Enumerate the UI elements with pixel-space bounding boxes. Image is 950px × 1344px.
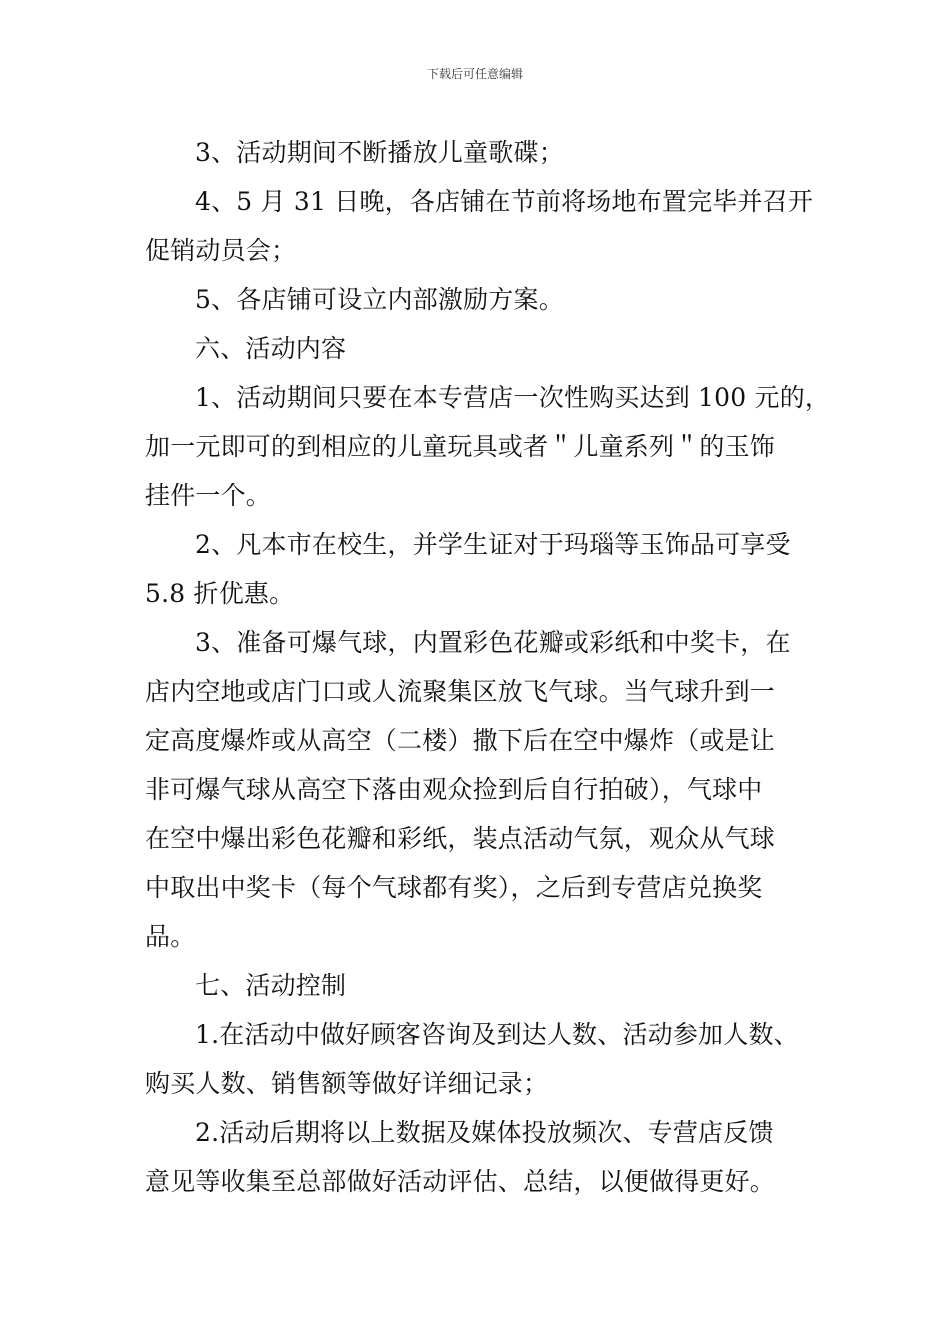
paragraph-store-setup — [145, 177, 814, 275]
text-line: 挂件一个。 — [145, 481, 272, 510]
text-line: 非可爆气球从高空下落由观众捡到后自行拍破），气球中 — [145, 775, 763, 804]
text-line: 购买人数、销售额等做好详细记录； — [145, 1069, 549, 1098]
text-line: 意见等收集至总部做好活动评估、总结，以便做得更好。 — [145, 1167, 776, 1196]
paragraph-student-discount — [145, 520, 810, 618]
text-line: 4、5 月 31 日晚，各店铺在节前将场地布置完毕并召开 — [195, 187, 814, 216]
paragraph-balloon-activity — [145, 618, 810, 961]
paragraph-record-keeping — [145, 1010, 810, 1108]
section-heading: 七、活动控制 — [195, 971, 347, 1000]
paragraph-purchase-gift — [145, 373, 831, 520]
text-line: 1、活动期间只要在本专营店一次性购买达到 100 元的， — [195, 383, 831, 412]
text-line: 在空中爆出彩色花瓣和彩纸，装点活动气氛，观众从气球 — [145, 824, 776, 853]
paragraph-broadcast-songs — [145, 128, 810, 177]
text-line: 3、活动期间不断播放儿童歌碟； — [195, 138, 564, 167]
paragraph-evaluation — [145, 1108, 810, 1206]
section-heading-activity-control — [145, 961, 810, 1010]
text-line: 5、各店铺可设立内部激励方案。 — [195, 285, 564, 314]
document-body — [145, 128, 831, 1206]
text-line: 1.在活动中做好顾客咨询及到达人数、活动参加人数、 — [195, 1020, 799, 1049]
text-line: 5.8 折优惠。 — [145, 579, 295, 608]
text-line: 店内空地或店门口或人流聚集区放飞气球。当气球升到一 — [145, 677, 776, 706]
section-heading-activity-content — [145, 324, 810, 373]
text-line: 3、准备可爆气球，内置彩色花瓣或彩纸和中奖卡，在 — [195, 628, 791, 657]
text-line: 品。 — [145, 922, 196, 951]
page-header: 下载后可任意编辑 — [426, 67, 523, 81]
section-heading: 六、活动内容 — [195, 334, 347, 363]
text-line: 定高度爆炸或从高空（二楼）撒下后在空中爆炸（或是让 — [145, 726, 776, 755]
text-line: 促销动员会； — [145, 236, 297, 265]
paragraph-incentive-plan — [145, 275, 810, 324]
text-line: 2、凡本市在校生，并学生证对于玛瑙等玉饰品可享受 — [195, 530, 791, 559]
text-line: 中取出中奖卡（每个气球都有奖），之后到专营店兑换奖 — [145, 873, 763, 902]
text-line: 2.活动后期将以上数据及媒体投放频次、专营店反馈 — [195, 1118, 774, 1147]
text-line: 加一元即可的到相应的儿童玩具或者＂儿童系列＂的玉饰 — [145, 432, 776, 461]
